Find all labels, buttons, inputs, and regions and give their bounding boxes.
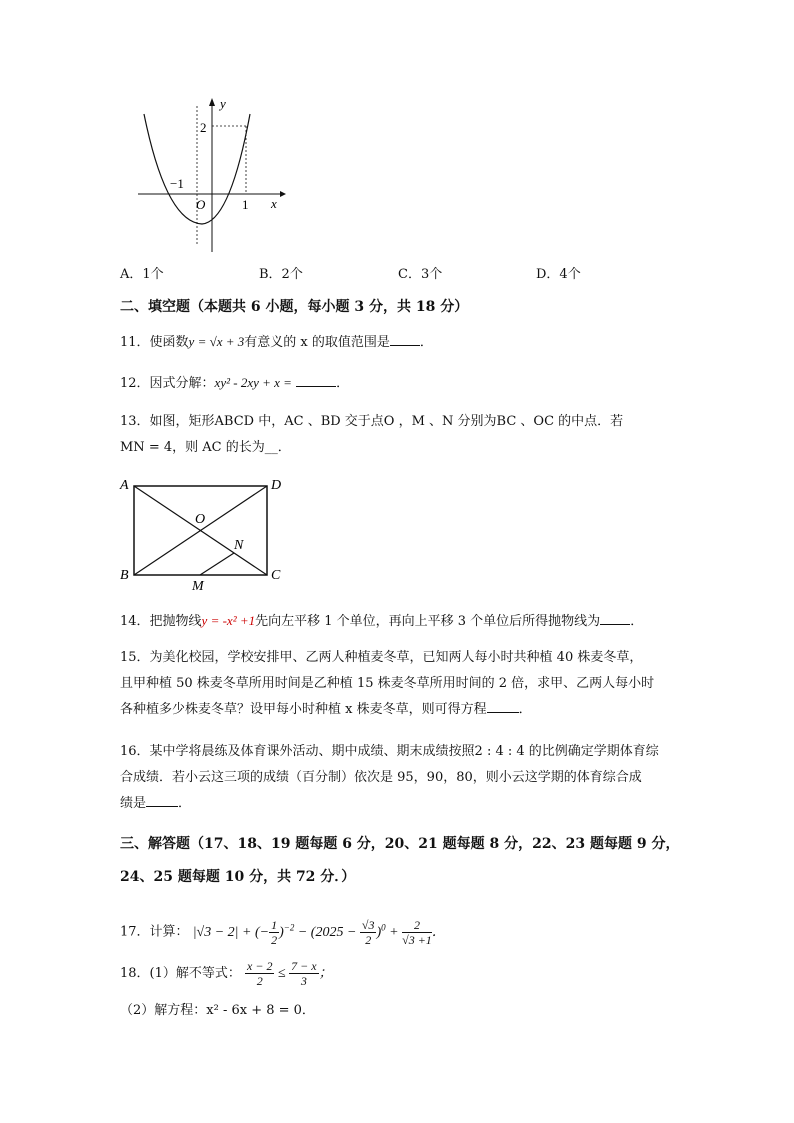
q12-expr: xy² - 2xy + x = <box>214 375 292 390</box>
q11-prefix: 11．使函数 <box>120 335 189 350</box>
question-17 <box>120 905 446 949</box>
question-15-line2: 且甲种植 50 株麦冬草所用时间是乙种植 15 株麦冬草所用时间的 2 倍，求甲、乙两人每小时 <box>120 676 655 691</box>
label-m: M <box>192 579 204 593</box>
label-c: C <box>271 568 281 583</box>
tick-x-1: 1 <box>242 197 249 212</box>
x-axis-label: x <box>271 196 277 211</box>
label-a: A <box>120 478 129 493</box>
q11-suffix: 有意义的 x 的取值范围是 <box>244 335 390 350</box>
q11-blank <box>390 345 420 346</box>
question-14: 14．把抛物线y = -x² +1先向左平移 1 个单位，再向上平移 3 个单位后所得抛物线为 ． <box>120 613 644 629</box>
section3-line2: 24、25 题每题 10 分，共 72 分．） <box>120 869 356 885</box>
q11-expr: y = √x + 3 <box>188 334 245 349</box>
q16-line3-text: 绩是 <box>120 796 147 811</box>
question-18-part2: （2）解方程：x² - 6x + 8 = 0． <box>120 1003 315 1018</box>
question-16-line1: 16．某中学将晨练及体育课外活动、期中成绩、期末成绩按照2 : 4 : 4 的比例确定学期体育综 <box>120 744 659 759</box>
y-axis-arrow <box>209 98 215 106</box>
q14-suffix: 先向左平移 1 个单位，再向上平移 3 个单位后所得抛物线为 <box>255 614 601 629</box>
question-15-line1: 15．为美化校园，学校安排甲、乙两人种植麦冬草，已知两人每小时共种植 40 株麦冬草， <box>120 650 643 665</box>
label-d: D <box>271 478 282 493</box>
tick-neg1: −1 <box>170 176 184 191</box>
q18-inequality: $\frac{x - 2}{2}$ ≤ $\frac{7 - x}{3}$ ； <box>247 959 333 989</box>
q14-blank <box>600 624 630 625</box>
section2-title: 二、填空题（本题共 6 小题，每小题 3 分，共 18 分） <box>120 299 469 315</box>
parabola-graph <box>130 92 290 257</box>
q15-blank <box>487 712 519 713</box>
origin-label: O <box>196 197 206 212</box>
y-axis-label: y <box>220 96 226 111</box>
question-16-line2: 合成绩．若小云这三项的成绩（百分制）依次是 95，90，80，则小云这学期的体育综合成 <box>120 770 642 785</box>
rectangle-figure <box>114 473 294 593</box>
q16-blank <box>146 806 178 807</box>
option-d: D．4个 <box>536 267 581 282</box>
question-13-line2: MN = 4，则 AC 的长为__． <box>120 440 291 455</box>
label-o: O <box>195 512 206 527</box>
q14-prefix: 14．把抛物线 <box>120 614 202 629</box>
q14-expr: y = -x² +1 <box>201 613 256 628</box>
option-b: B．2个 <box>259 267 303 282</box>
question-16-line3: 绩是 ． <box>120 796 192 811</box>
section3-line1: 三、解答题（17、18、19 题每题 6 分，20、21 题每题 8 分，22、23 题每题 9 分， <box>120 836 680 852</box>
tick-y-2: 2 <box>200 120 207 135</box>
q17-prefix: 17．计算： <box>120 924 189 940</box>
q18-part1-label: 18．(1）解不等式： <box>120 966 241 981</box>
option-a: A．1个 <box>120 267 164 282</box>
question-13-line1: 13．如图，矩形ABCD 中，AC 、BD 交于点O ，M 、N 分别为BC 、OC 的中点．若 <box>120 414 624 429</box>
question-15-line3: 各种植多少株麦冬草？设甲每小时种植 x 株麦冬草，则可得方程 ． <box>120 702 532 717</box>
x-axis-arrow <box>280 191 286 197</box>
question-18-part1 <box>120 956 333 992</box>
q17-expr: |√3 − 2| + (− $\frac{1}{2}$ )$^{-2}$ − (2025 − $\frac{√3}{2}$ )$^0$ + $\frac{2}{√3 +1}$ ． <box>192 917 446 947</box>
q15-line3-text: 各种植多少株麦冬草？设甲每小时种植 x 株麦冬草，则可得方程 <box>120 702 487 717</box>
q12-prefix: 12．因式分解： <box>120 376 215 391</box>
segment-mn <box>200 553 234 575</box>
q12-blank <box>296 386 336 387</box>
label-b: B <box>120 568 129 583</box>
question-12: 12．因式分解：xy² - 2xy + x = ． <box>120 375 350 391</box>
label-n: N <box>234 538 244 553</box>
question-11: 11．使函数y = √x + 3有意义的 x 的取值范围是 ． <box>120 334 433 350</box>
option-c: C．3个 <box>398 267 443 282</box>
